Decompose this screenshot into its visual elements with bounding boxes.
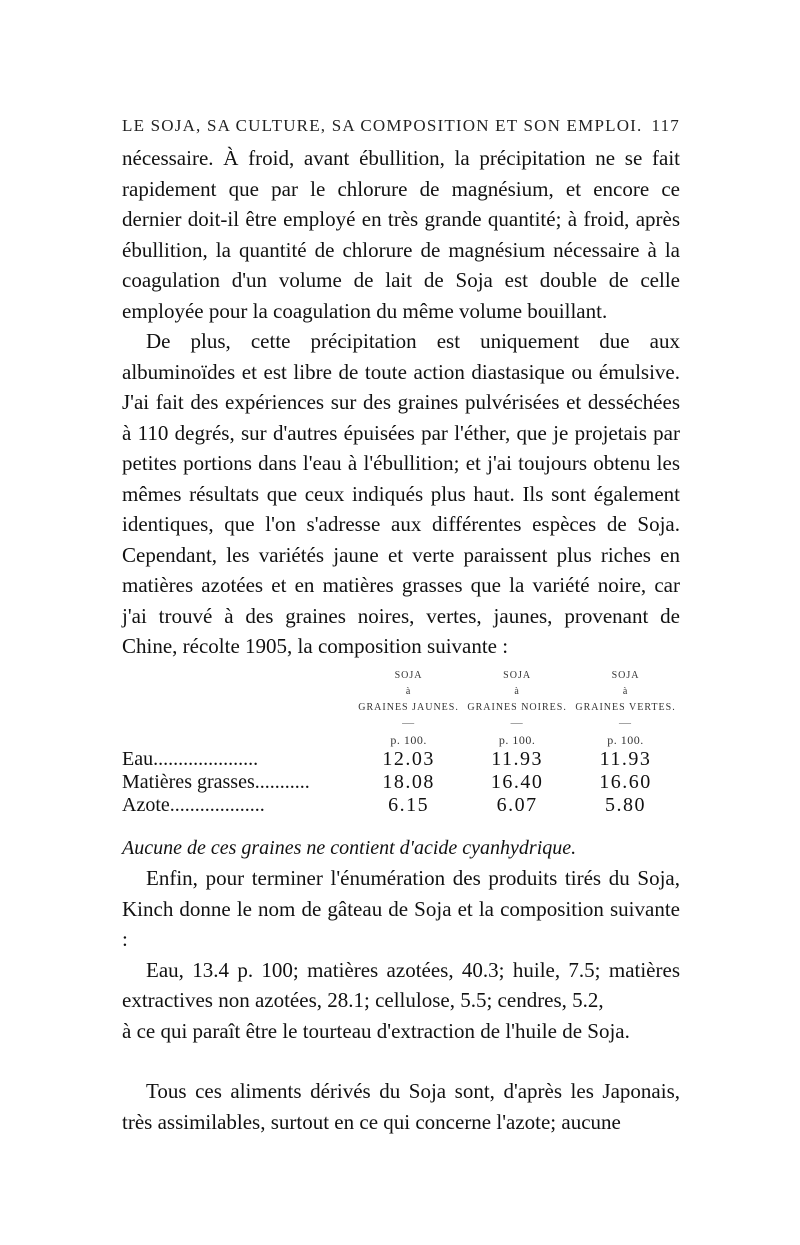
column-unit: p. 100. xyxy=(498,732,536,747)
table-cell: 6.07 xyxy=(496,793,538,816)
paragraph-3: Enfin, pour terminer l'énumération des produits tirés du Soja, Kinch donne le nom de gâteau de Soja et la composition suivante : xyxy=(122,866,680,951)
table-header-row-1 xyxy=(122,668,680,684)
row-label: Matières grasses........... xyxy=(122,770,310,793)
running-title: LE SOJA, SA CULTURE, SA COMPOSITION ET SON EMPLOI. xyxy=(122,116,643,135)
table-header-dash-row xyxy=(122,716,680,728)
table-cell: 16.60 xyxy=(599,770,652,793)
composition-table xyxy=(122,668,680,817)
row-label: Eau..................... xyxy=(122,747,259,770)
column-unit: p. 100. xyxy=(607,732,644,747)
table-header-row-3 xyxy=(122,700,680,716)
column-header-variety: GRAINES NOIRES. xyxy=(467,701,567,713)
paragraph-4: Eau, 13.4 p. 100; matières azotées, 40.3; huile, 7.5; matières extractives non azotées, 28.1; cellulose, 5.5; cendres, 5.2, xyxy=(122,957,680,1012)
italic-note: Aucune de ces graines ne contient d'acide cyanhydrique. xyxy=(122,836,577,859)
column-header-soja: SOJA xyxy=(394,669,423,681)
paragraph-1: nécessaire. À froid, avant ébullition, la précipitation ne se fait rapidement que par le chlorure de magnésium, et encore ce dernier doit-il être employé en très grande quantité; à froid, après ébullition, la quantité de chlorure de magnésium nécessaire à la coagulation d'un volume de lait de Soja est double de celle employée pour la coagulation du même volume bouillant. xyxy=(122,146,680,323)
table-cell: 6.15 xyxy=(388,793,430,816)
table-row xyxy=(122,794,680,817)
paragraph-6: Tous ces aliments dérivés du Soja sont, d'après les Japonais, très assimilables, surtout en ce qui concerne l'azote; aucune xyxy=(122,1079,680,1134)
table-cell: 11.93 xyxy=(491,747,543,770)
paragraph-gap xyxy=(122,1046,680,1076)
page-body xyxy=(122,143,680,1137)
table-cell: 18.08 xyxy=(382,770,435,793)
column-header-a: à xyxy=(405,685,412,697)
running-header xyxy=(122,116,680,136)
paragraph-5: à ce qui paraît être le tourteau d'extraction de l'huile de Soja. xyxy=(122,1018,630,1043)
table-cell: 11.93 xyxy=(599,747,652,770)
header-dash: — xyxy=(510,714,524,729)
table-header-row-2 xyxy=(122,684,680,700)
column-header-soja: SOJA xyxy=(611,669,640,681)
column-unit: p. 100. xyxy=(390,732,427,747)
table-cell: 12.03 xyxy=(382,747,435,770)
table-cell: 16.40 xyxy=(490,770,544,793)
column-header-soja: SOJA xyxy=(503,669,532,681)
column-header-a: à xyxy=(514,685,520,697)
header-dash: — xyxy=(402,714,416,729)
column-header-a: à xyxy=(622,685,629,697)
table-row xyxy=(122,771,680,794)
column-header-variety: GRAINES JAUNES. xyxy=(358,701,459,713)
page-number: 117 xyxy=(651,116,680,135)
table-header-unit-row xyxy=(122,728,680,748)
column-header-variety: GRAINES VERTES. xyxy=(575,701,676,713)
header-dash: — xyxy=(619,714,633,729)
table-row xyxy=(122,748,680,771)
table-cell: 5.80 xyxy=(605,793,647,816)
row-label: Azote................... xyxy=(122,793,265,816)
paragraph-2: De plus, cette précipitation est uniquement due aux albuminoïdes et est libre de toute action diastasique ou émulsive. J'ai fait des expériences sur des graines pulvérisées et desséchées à 110 degrés, sur d'autres épuisées par l'éther, que je projetais par petites portions dans l'eau à l'ébullition; et j'ai toujours obtenu les mêmes résultats que ceux indiqués plus haut. Ils sont également identiques, que l'on s'adresse aux différentes espèces de Soja. Cependant, les variétés jaune et verte paraissent plus riches en matières azotées et en matières grasses que la variété noire, car j'ai trouvé à des graines noires, vertes, jaunes, provenant de Chine, récolte 1905, la composition suivante : xyxy=(122,329,680,658)
